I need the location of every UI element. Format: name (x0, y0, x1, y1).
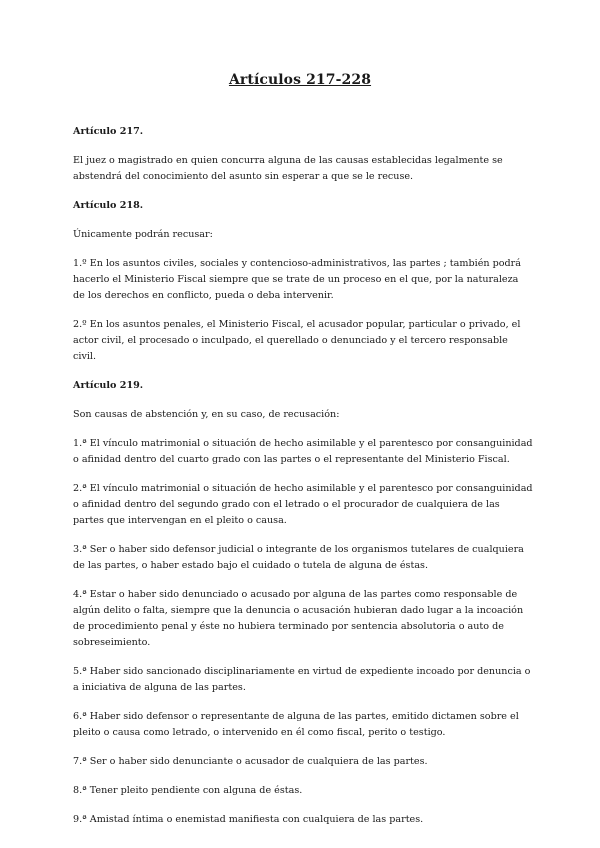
article-heading: Artículo 219. (73, 380, 144, 391)
article-217 (73, 124, 533, 185)
article-paragraph: Únicamente podrán recusar: (73, 229, 213, 240)
article-paragraph: 9.ª Amistad íntima o enemistad manifiesta con cualquiera de las partes. (73, 814, 424, 825)
article-paragraph: 4.ª Estar o haber sido denunciado o acusado por alguna de las partes como responsable de algún delito o falta, siempre que la denuncia o acusación hubieran dado lugar a la incoación de procedimiento penal y éste no hubiera terminado por sentencia absolutoria o auto de sobreseimiento. (73, 589, 524, 648)
article-paragraph: El juez o magistrado en quien concurra alguna de las causas establecidas legalmente se abstendrá del conocimiento del asunto sin esperar a que se le recuse. (73, 155, 503, 182)
document-body (73, 124, 533, 841)
article-paragraph: 5.ª Haber sido sancionado disciplinariamente en virtud de expediente incoado por denuncia o a iniciativa de alguna de las partes. (73, 666, 531, 693)
article-paragraph: Son causas de abstención y, en su caso, de recusación: (73, 409, 340, 420)
article-heading: Artículo 218. (73, 200, 144, 211)
article-heading: Artículo 217. (73, 126, 144, 137)
article-paragraph: 8.ª Tener pleito pendiente con alguna de éstas. (73, 785, 303, 796)
article-paragraph: 6.ª Haber sido defensor o representante de alguna de las partes, emitido dictamen sobre el pleito o causa como letrado, o intervenido en él como fiscal, perito o testigo. (73, 711, 519, 738)
article-paragraph: 1.º En los asuntos civiles, sociales y contencioso-administrativos, las partes ; también podrá hacerlo el Ministerio Fiscal siempre que se trate de un proceso en el que, por la naturaleza de los derechos en conflicto, pueda o deba intervenir. (73, 258, 521, 301)
article-218 (73, 198, 533, 365)
page-title: Artículos 217-228 (228, 72, 372, 88)
article-219 (73, 378, 533, 828)
article-paragraph: 1.ª El vínculo matrimonial o situación de hecho asimilable y el parentesco por consanguinidad o afinidad dentro del cuarto grado con las partes o el representante del Ministerio Fiscal. (73, 438, 533, 465)
article-paragraph: 7.ª Ser o haber sido denunciante o acusador de cualquiera de las partes. (73, 756, 428, 767)
article-paragraph: 2.ª El vínculo matrimonial o situación de hecho asimilable y el parentesco por consanguinidad o afinidad dentro del segundo grado con el letrado o el procurador de cualquiera de las partes que intervengan en el pleito o causa. (73, 483, 533, 526)
article-paragraph: 3.ª Ser o haber sido defensor judicial o integrante de los organismos tutelares de cualquiera de las partes, o haber estado bajo el cuidado o tutela de alguna de éstas. (73, 544, 524, 571)
article-paragraph: 2.º En los asuntos penales, el Ministerio Fiscal, el acusador popular, particular o privado, el actor civil, el procesado o inculpado, el querellado o denunciado y el tercero responsable civil. (73, 319, 521, 362)
